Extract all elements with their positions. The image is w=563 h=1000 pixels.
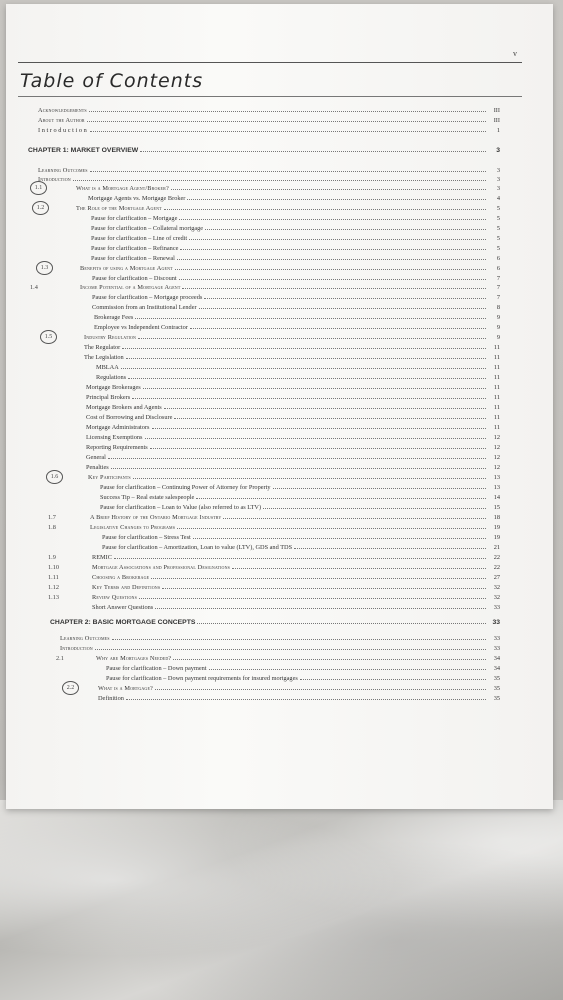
toc-entry-page: 12 xyxy=(493,454,500,461)
toc-entry-page: 11 xyxy=(493,414,500,421)
dot-leader xyxy=(73,180,486,181)
dot-leader xyxy=(294,548,486,549)
dot-leader xyxy=(223,518,486,519)
toc-entry xyxy=(86,431,500,441)
toc-entry-page: 5 xyxy=(496,225,500,232)
toc-entry-page: 11 xyxy=(493,384,500,391)
toc-entry xyxy=(92,601,500,611)
circled-section-number: 2.2 xyxy=(62,681,79,695)
dot-leader xyxy=(126,699,486,700)
toc-entry-label: What is a Mortgage? xyxy=(98,685,154,692)
toc-entry xyxy=(92,301,500,311)
toc-entry xyxy=(100,501,500,511)
toc-entry-label: Introduction xyxy=(60,645,93,652)
background-surface xyxy=(0,800,563,1000)
toc-entry-page: 9 xyxy=(496,334,500,341)
toc-entry xyxy=(76,202,500,212)
dot-leader xyxy=(189,239,486,240)
toc-entry xyxy=(92,551,500,561)
toc-entry xyxy=(98,682,500,692)
toc-entry-page: 9 xyxy=(496,324,500,331)
toc-entry-page: 11 xyxy=(493,374,500,381)
toc-entry-label: Pause for clarification – Amortization, Loan to value (LTV), GDS and TDS xyxy=(102,544,293,551)
dot-leader xyxy=(182,288,486,289)
dot-leader xyxy=(199,308,486,309)
dot-leader xyxy=(135,318,486,319)
toc-entry-page: 12 xyxy=(493,434,500,441)
toc-entry-page: 5 xyxy=(496,205,500,212)
toc-entry-page: 6 xyxy=(496,265,500,272)
toc-entry-label: Mortgage Associations and Professional Designations xyxy=(92,564,231,571)
section-number: 2.1 xyxy=(56,655,64,662)
dot-leader xyxy=(174,418,486,419)
toc-entry xyxy=(106,662,500,672)
section-number: 1.8 xyxy=(48,524,56,531)
dot-leader xyxy=(273,488,486,489)
toc-entry-label: Pause for clarification – Collateral mortgage xyxy=(91,225,204,232)
toc-entry-page: 11 xyxy=(493,344,500,351)
section-number: 1.4 xyxy=(30,284,38,291)
toc-entry xyxy=(86,451,500,461)
toc-entry-label: Pause for clarification – Refinance xyxy=(91,245,179,252)
dot-leader xyxy=(179,279,486,280)
dot-leader xyxy=(171,189,486,190)
toc-entry xyxy=(38,124,500,134)
toc-entry-label: The Regulator xyxy=(84,344,121,351)
toc-entry-label: What is a Mortgage Agent/Broker? xyxy=(76,185,169,192)
dot-leader xyxy=(187,199,486,200)
toc-entry-page: 3 xyxy=(496,147,500,154)
circled-section-number: 1.5 xyxy=(40,330,57,344)
toc-entry xyxy=(86,461,500,471)
page-number: v xyxy=(513,49,517,58)
toc-entry xyxy=(90,511,500,521)
dot-leader xyxy=(177,528,486,529)
toc-entry-page: 22 xyxy=(493,554,500,561)
title-rule xyxy=(18,96,522,97)
toc-entry-page: 22 xyxy=(493,564,500,571)
dot-leader xyxy=(87,121,486,122)
dot-leader xyxy=(300,679,486,680)
toc-entry-page: 11 xyxy=(493,394,500,401)
toc-entry-label: Penalties xyxy=(86,464,109,471)
toc-entry-label: Learning Outcomes xyxy=(60,635,110,642)
toc-entry xyxy=(91,212,500,222)
toc-entry-label: Regulations xyxy=(96,374,127,381)
toc-entry-page: 7 xyxy=(496,284,500,291)
toc-entry xyxy=(91,252,500,262)
toc-entry-page: 13 xyxy=(493,474,500,481)
toc-entry-page: 34 xyxy=(493,655,500,662)
toc-entry xyxy=(100,481,500,491)
toc-entry-page: 5 xyxy=(496,215,500,222)
toc-entry xyxy=(92,591,500,601)
toc-entry xyxy=(94,321,500,331)
toc-entry-page: 14 xyxy=(493,494,500,501)
toc-entry xyxy=(92,571,500,581)
toc-entry-label: Reporting Requirements xyxy=(86,444,148,451)
toc-entry-page: 12 xyxy=(493,444,500,451)
toc-entry-page: 5 xyxy=(496,235,500,242)
toc-entry-label: Brokerage Fees xyxy=(94,314,134,321)
toc-entry-page: 1 xyxy=(496,127,500,134)
toc-entry-label: Learning Outcomes xyxy=(38,167,88,174)
toc-entry xyxy=(100,491,500,501)
toc-entry xyxy=(76,182,500,192)
toc-entry-page: 3 xyxy=(496,176,500,183)
toc-entry-label: Pause for clarification – Down payment xyxy=(106,665,207,672)
dot-leader xyxy=(132,398,486,399)
toc-entry xyxy=(91,232,500,242)
toc-entry-label: Pause for clarification – Mortgage proceeds xyxy=(92,294,203,301)
toc-entry-page: 32 xyxy=(493,584,500,591)
toc-entry-label: Income Potential of a Mortgage Agent xyxy=(80,284,181,291)
toc-entry xyxy=(60,642,500,652)
toc-entry xyxy=(80,262,500,272)
toc-entry-page: 11 xyxy=(493,424,500,431)
toc-entry-page: 8 xyxy=(496,304,500,311)
toc-entry-label: Principal Brokers xyxy=(86,394,131,401)
toc-entry-page: 3 xyxy=(496,185,500,192)
toc-entry xyxy=(88,192,500,202)
dot-leader xyxy=(162,588,486,589)
dot-leader xyxy=(155,608,486,609)
toc-entry-label: The Legislation xyxy=(84,354,124,361)
dot-leader xyxy=(138,338,486,339)
toc-entry-label: Pause for clarification – Loan to Value (also referred to as LTV) xyxy=(100,504,262,511)
toc-entry xyxy=(86,401,500,411)
toc-entry-label: Mortgage Administrators xyxy=(86,424,150,431)
toc-entry xyxy=(38,114,500,124)
toc-entry-page: 27 xyxy=(493,574,500,581)
toc-entry-page: 18 xyxy=(493,514,500,521)
toc-entry-page: 35 xyxy=(493,685,500,692)
toc-entry xyxy=(91,222,500,232)
toc-entry-label: Legislative Changes to Programs xyxy=(90,524,176,531)
toc-entry-label: General xyxy=(86,454,106,461)
toc-entry-page: 35 xyxy=(493,675,500,682)
dot-leader xyxy=(232,568,486,569)
dot-leader xyxy=(108,458,486,459)
toc-entry-page: 33 xyxy=(492,619,500,626)
toc-entry-label: Mortgage Brokers and Agents xyxy=(86,404,162,411)
toc-entry-label: Commission from an Institutional Lender xyxy=(92,304,197,311)
toc-entry-page: 15 xyxy=(493,504,500,511)
toc-entry-page: 11 xyxy=(493,354,500,361)
toc-entry xyxy=(86,411,500,421)
section-number: 1.10 xyxy=(48,564,60,571)
toc-entry xyxy=(86,441,500,451)
section-number: 1.11 xyxy=(48,574,59,581)
toc-entry-label: Employee vs Independent Contractor xyxy=(94,324,188,331)
toc-entry-page: 12 xyxy=(493,464,500,471)
dot-leader xyxy=(95,649,486,650)
toc-entry xyxy=(84,351,500,361)
toc-entry-page: 33 xyxy=(493,604,500,611)
dot-leader xyxy=(173,659,486,660)
toc-entry xyxy=(60,632,500,642)
chapter-heading xyxy=(50,616,500,626)
dot-leader xyxy=(175,269,486,270)
toc-entry-label: Review Questions xyxy=(92,594,137,601)
toc-entry-page: 33 xyxy=(493,645,500,652)
toc-entry xyxy=(94,311,500,321)
dot-leader xyxy=(263,508,486,509)
toc-entry-label: Key Terms and Definitions xyxy=(92,584,161,591)
toc-entry-page: 5 xyxy=(496,245,500,252)
toc-entry-label: Introduction xyxy=(38,176,71,183)
toc-entry-label: Choosing a Brokerage xyxy=(92,574,150,581)
document-page xyxy=(6,4,553,809)
toc-entry xyxy=(98,692,500,702)
toc-entry xyxy=(102,531,500,541)
dot-leader xyxy=(126,358,486,359)
section-number: 1.13 xyxy=(48,594,60,601)
toc-entry xyxy=(84,331,500,341)
section-number: 1.7 xyxy=(48,514,56,521)
section-number: 1.12 xyxy=(48,584,60,591)
toc-entry-page: 19 xyxy=(493,534,500,541)
toc-entry xyxy=(92,581,500,591)
dot-leader xyxy=(150,448,486,449)
toc-entry-label: Introduction xyxy=(38,127,89,134)
dot-leader xyxy=(90,131,486,132)
toc-entry-label: Why are Mortgages Needed? xyxy=(96,655,172,662)
toc-entry-label: Mortgage Brokerages xyxy=(86,384,141,391)
circled-section-number: 1.2 xyxy=(32,201,49,215)
dot-leader xyxy=(151,578,486,579)
dot-leader xyxy=(128,378,486,379)
dot-leader xyxy=(209,669,486,670)
toc-entry xyxy=(91,242,500,252)
toc-entry-label: About the Author xyxy=(38,117,85,124)
page-title: Table of Contents xyxy=(20,70,204,92)
dot-leader xyxy=(111,468,486,469)
toc-entry-page: 4 xyxy=(496,195,500,202)
toc-entry xyxy=(86,421,500,431)
toc-entry xyxy=(80,281,500,291)
dot-leader xyxy=(121,368,486,369)
toc-entry-label: Success Tip – Real estate salespeople xyxy=(100,494,195,501)
dot-leader xyxy=(197,623,486,624)
dot-leader xyxy=(190,328,486,329)
toc-entry xyxy=(106,672,500,682)
toc-entry-page: 21 xyxy=(493,544,500,551)
toc-entry xyxy=(86,381,500,391)
toc-entry xyxy=(92,291,500,301)
toc-entry-label: Pause for clarification – Line of credit xyxy=(91,235,188,242)
dot-leader xyxy=(164,408,486,409)
toc-entry-label: The Role of the Mortgage Agent xyxy=(76,205,162,212)
circled-section-number: 1.1 xyxy=(30,181,47,195)
toc-entry-label: Acknowledgements xyxy=(38,107,87,114)
dot-leader xyxy=(155,689,486,690)
toc-entry-page: 9 xyxy=(496,314,500,321)
toc-entry-label: CHAPTER 1: MARKET OVERVIEW xyxy=(28,147,139,154)
dot-leader xyxy=(140,151,486,152)
toc-entry xyxy=(38,104,500,114)
toc-entry-label: Pause for clarification – Down payment requirements for insured mortgages xyxy=(106,675,298,682)
toc-entry-label: Definition xyxy=(98,695,124,702)
toc-entry xyxy=(84,341,500,351)
toc-entry-label: Short Answer Questions xyxy=(92,604,154,611)
circled-section-number: 1.3 xyxy=(36,261,53,275)
toc-entry xyxy=(88,471,500,481)
toc-entry xyxy=(86,391,500,401)
section-number: 1.9 xyxy=(48,554,56,561)
toc-entry xyxy=(96,371,500,381)
dot-leader xyxy=(122,348,486,349)
toc-entry-label: Licensing Exemptions xyxy=(86,434,143,441)
toc-entry-page: 35 xyxy=(493,695,500,702)
toc-entry xyxy=(92,561,500,571)
toc-entry-page: 13 xyxy=(493,484,500,491)
toc-entry-page: 33 xyxy=(493,635,500,642)
dot-leader xyxy=(204,298,486,299)
dot-leader xyxy=(179,219,486,220)
dot-leader xyxy=(89,111,486,112)
toc-entry-label: MBLAA xyxy=(96,364,119,371)
toc-entry-label: Pause for clarification – Renewal xyxy=(91,255,175,262)
toc-entry-label: REMIC xyxy=(92,554,112,561)
toc-entry-page: 32 xyxy=(493,594,500,601)
toc-entry-page: III xyxy=(493,107,500,114)
toc-entry-label: Cost of Borrowing and Disclosure xyxy=(86,414,173,421)
toc-entry-page: 11 xyxy=(493,364,500,371)
toc-entry-page: 19 xyxy=(493,524,500,531)
dot-leader xyxy=(90,171,486,172)
toc-entry xyxy=(102,541,500,551)
dot-leader xyxy=(139,598,486,599)
toc-entry xyxy=(96,361,500,371)
dot-leader xyxy=(143,388,486,389)
toc-entry-label: A Brief History of the Ontario Mortgage Industry xyxy=(90,514,222,521)
toc-entry-label: Industry Regulation xyxy=(84,334,137,341)
toc-entry-page: 7 xyxy=(496,294,500,301)
toc-entry-label: Key Participants xyxy=(88,474,131,481)
circled-section-number: 1.6 xyxy=(46,470,63,484)
toc-entry-label: Mortgage Agents vs. Mortgage Broker xyxy=(88,195,186,202)
dot-leader xyxy=(164,209,486,210)
dot-leader xyxy=(196,498,486,499)
toc-entry-page: 11 xyxy=(493,404,500,411)
dot-leader xyxy=(114,558,486,559)
toc-entry-page: 6 xyxy=(496,255,500,262)
dot-leader xyxy=(177,259,486,260)
dot-leader xyxy=(152,428,487,429)
toc-entry-label: Pause for clarification – Mortgage xyxy=(91,215,178,222)
dot-leader xyxy=(180,249,486,250)
dot-leader xyxy=(145,438,487,439)
toc-entry xyxy=(90,521,500,531)
dot-leader xyxy=(205,229,486,230)
header-rule xyxy=(18,62,522,63)
chapter-heading xyxy=(28,144,500,154)
toc-entry-label: Benefits of using a Mortgage Agent xyxy=(80,265,173,272)
dot-leader xyxy=(112,639,486,640)
toc-entry-label: Pause for clarification – Discount xyxy=(92,275,177,282)
toc-entry-page: 7 xyxy=(496,275,500,282)
toc-entry-label: Pause for clarification – Stress Test xyxy=(102,534,191,541)
toc-entry-page: III xyxy=(493,117,500,124)
dot-leader xyxy=(133,478,486,479)
toc-entry-label: CHAPTER 2: BASIC MORTGAGE CONCEPTS xyxy=(50,619,196,626)
toc-entry-page: 3 xyxy=(496,167,500,174)
toc-entry-label: Pause for clarification – Continuing Power of Attorney for Property xyxy=(100,484,271,491)
toc-entry xyxy=(96,652,500,662)
dot-leader xyxy=(193,538,486,539)
toc-entry-page: 34 xyxy=(493,665,500,672)
